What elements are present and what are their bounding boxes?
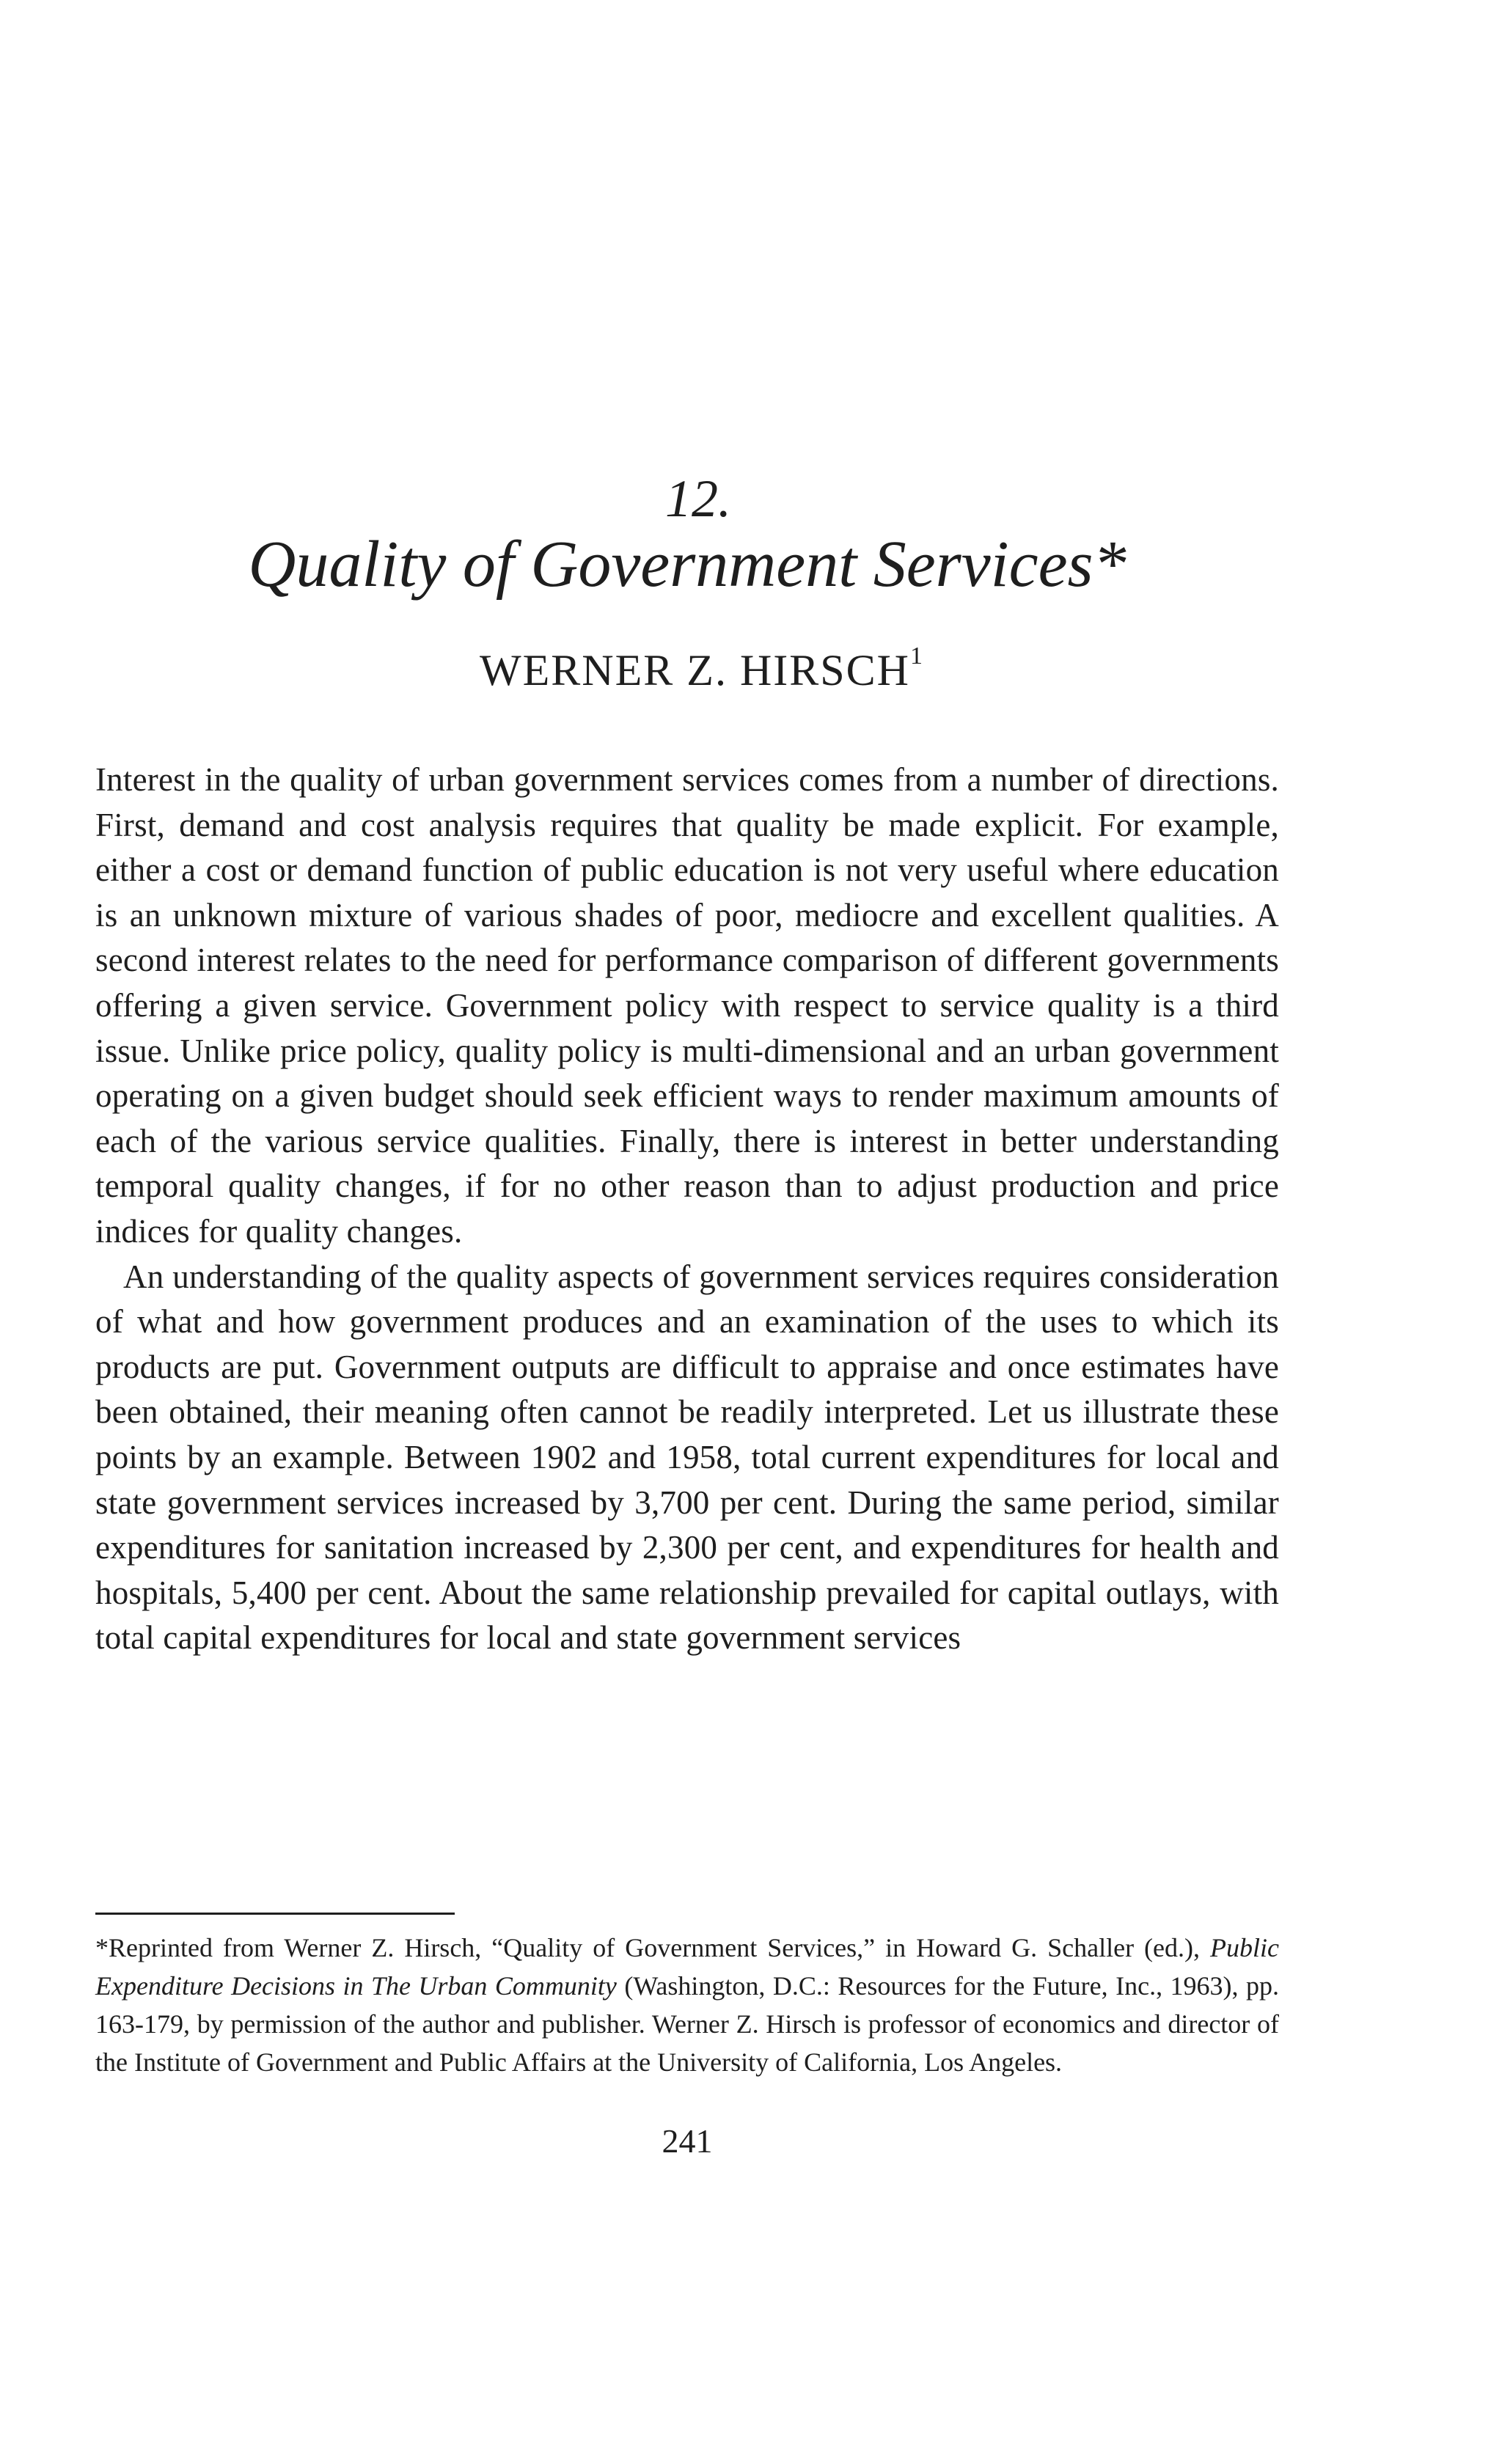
body-paragraph: Interest in the quality of urban government services comes from a number of directions. First, demand and cost analysis requires that quality be made explicit. For example, either a cost or demand function of public education is not very useful where education is an unknown mixture of various shades of poor, mediocre and excellent qualities. A second interest relates to the need for performance comparison of different governments offering a given service. Government policy with respect to service quality is a third issue. Unlike price policy, quality policy is multi-dimensional and an urban government operating on a given budget should seek efficient ways to render maximum amounts of each of the various service qualities. Finally, there is interest in better understanding temporal quality changes, if for no other reason than to adjust production and price indices for quality changes. bbox=[95, 761, 1279, 1250]
body-paragraph: An understanding of the quality aspects of government services requires consideration of what and how government produces and an examination of the uses to which its products are put. Government outputs are difficult to appraise and once estimates have been obtained, their meaning often cannot be readily interpreted. Let us illustrate these points by an example. Between 1902 and 1958, total current expenditures for local and state government services increased by 3,700 per cent. During the same period, similar expenditures for sanitation increased by 2,300 per cent, and expenditures for health and hospitals, 5,400 per cent. About the same relationship prevailed for capital outlays, with total capital expenditures for local and state government services bbox=[95, 1258, 1279, 1657]
footnote-tail: (Washington, D.C.: Resources for the Future, Inc., 1963), pp. 163-179, by permission of the author and publisher. Werner Z. Hirsch is professor of economics and director of the Institute of Government and Public Affairs at the University of California, Los Angeles. bbox=[95, 1971, 1279, 2077]
author-footnote-marker: 1 bbox=[910, 642, 924, 670]
body-text bbox=[95, 758, 1279, 1661]
book-page bbox=[95, 0, 1279, 2464]
page-number: 241 bbox=[662, 2122, 713, 2160]
footnote bbox=[95, 1929, 1279, 2081]
footnote-divider bbox=[95, 1913, 455, 1915]
chapter-title: Quality of Government Services* bbox=[248, 528, 1126, 601]
footnote-book-title: Public Expenditure Decisions in The Urban Community bbox=[95, 1933, 1279, 2001]
footnote-lead: *Reprinted from Werner Z. Hirsch, “Quality of Government Services,” in Howard G. Schaller (ed.), bbox=[95, 1933, 1211, 1962]
author-name bbox=[95, 637, 1279, 696]
chapter-number: 12. bbox=[665, 469, 731, 528]
author-name-text: WERNER Z. HIRSCH bbox=[480, 646, 910, 694]
